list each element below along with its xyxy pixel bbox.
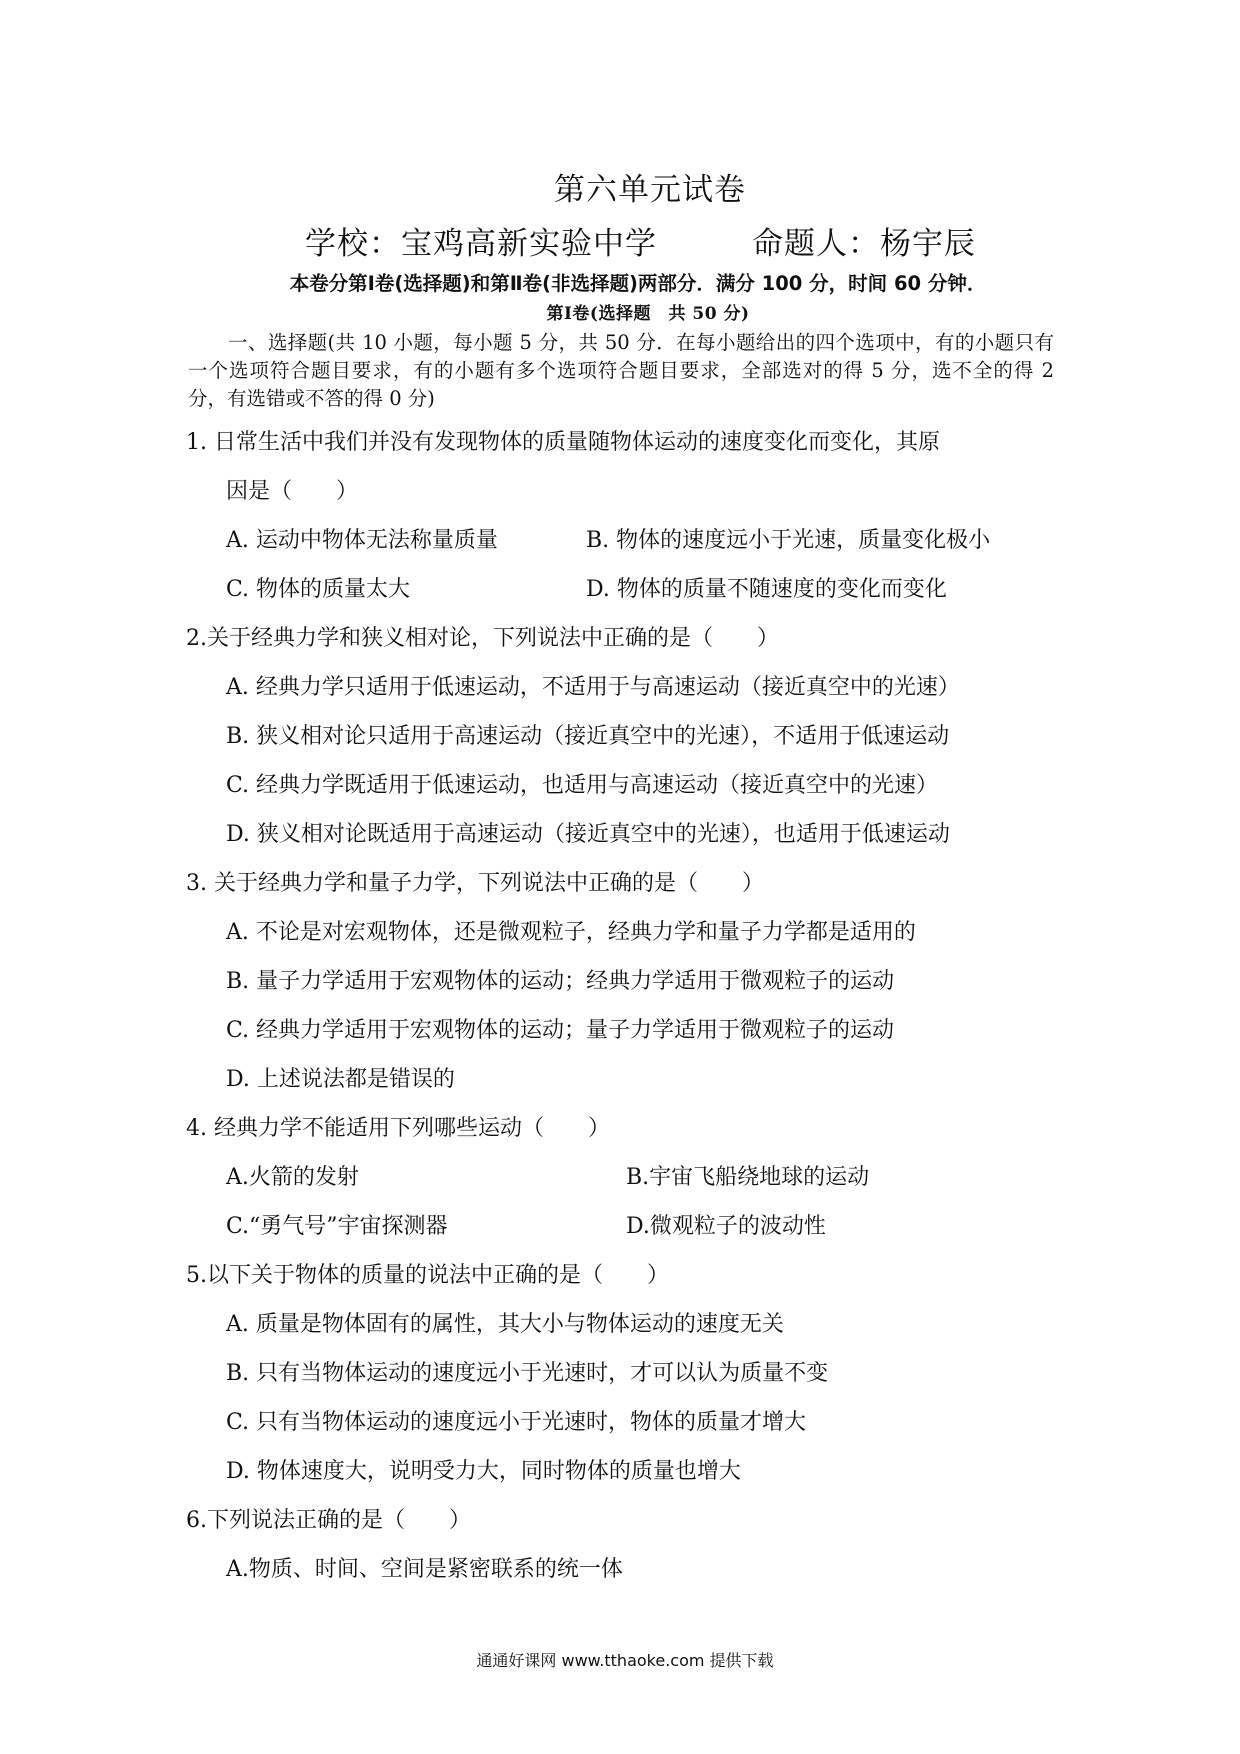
option-a: A.物质、时间、空间是紧密联系的统一体 xyxy=(226,1557,623,1582)
question-4 xyxy=(186,1104,1066,1251)
option-row xyxy=(186,1202,1066,1251)
option-d: D. 物体的质量不随速度的变化而变化 xyxy=(586,577,947,602)
option-a: A.火箭的发射 xyxy=(226,1165,359,1190)
page-footer: 通通好课网 www.tthaoke.com 提供下载 xyxy=(476,1651,774,1670)
question-1 xyxy=(186,418,1066,614)
option-c: C. 物体的质量太大 xyxy=(226,577,411,602)
question-stem: 6.下列说法正确的是（ ） xyxy=(186,1508,471,1533)
option-b: B.宇宙飞船绕地球的运动 xyxy=(626,1165,870,1190)
option-c: C. 经典力学既适用于低速运动，也适用与高速运动（接近真空中的光速） xyxy=(226,773,939,798)
option-d: D.微观粒子的波动性 xyxy=(626,1214,826,1239)
question-stem: 2.关于经典力学和狭义相对论，下列说法中正确的是（ ） xyxy=(186,626,779,651)
question-6 xyxy=(186,1496,1066,1594)
option-b: B. 物体的速度远小于光速，质量变化极小 xyxy=(586,528,991,553)
option-b: B. 量子力学适用于宏观物体的运动；经典力学适用于微观粒子的运动 xyxy=(226,969,895,994)
option-row xyxy=(186,565,1066,614)
header-info xyxy=(305,218,976,263)
question-3 xyxy=(186,859,1066,1104)
option-a: A. 运动中物体无法称量质量 xyxy=(226,528,498,553)
option-d: D. 狭义相对论既适用于高速运动（接近真空中的光速），也适用于低速运动 xyxy=(226,822,950,847)
option-b: B. 只有当物体运动的速度远小于光速时，才可以认为质量不变 xyxy=(226,1361,829,1386)
option-a: A. 经典力学只适用于低速运动，不适用于与高速运动（接近真空中的光速） xyxy=(226,675,960,700)
option-d: D. 上述说法都是错误的 xyxy=(226,1067,455,1092)
question-2 xyxy=(186,614,1066,859)
option-a: A. 质量是物体固有的属性，其大小与物体运动的速度无关 xyxy=(226,1312,784,1337)
question-list xyxy=(186,418,1066,1594)
option-c: C. 只有当物体运动的速度远小于光速时，物体的质量才增大 xyxy=(226,1410,807,1435)
school-name: 学校：宝鸡高新实验中学 xyxy=(305,226,657,262)
option-c: C. 经典力学适用于宏观物体的运动；量子力学适用于微观粒子的运动 xyxy=(226,1018,895,1043)
question-stem: 4. 经典力学不能适用下列哪些运动（ ） xyxy=(186,1116,610,1141)
question-stem: 1. 日常生活中我们并没有发现物体的质量随物体运动的速度变化而变化，其原 xyxy=(186,430,940,455)
exam-title: 第六单元试卷 xyxy=(554,172,746,208)
author-name: 命题人：杨宇辰 xyxy=(752,226,976,262)
exam-note: 本卷分第Ⅰ卷(选择题)和第Ⅱ卷(非选择题)两部分．满分 100 分，时间 60 分钟． xyxy=(289,272,987,295)
option-row xyxy=(186,516,1066,565)
question-stem: 5.以下关于物体的质量的说法中正确的是（ ） xyxy=(186,1263,669,1288)
option-c: C.“勇气号”宇宙探测器 xyxy=(226,1214,448,1239)
question-5 xyxy=(186,1251,1066,1496)
part1-heading: 第Ⅰ卷(选择题 共 50 分) xyxy=(546,304,750,324)
question-stem: 3. 关于经典力学和量子力学，下列说法中正确的是（ ） xyxy=(186,871,764,896)
option-d: D. 物体速度大，说明受力大，同时物体的质量也增大 xyxy=(226,1459,741,1484)
section-instructions: 一、选择题(共 10 小题，每小题 5 分，共 50 分．在每小题给出的四个选项中，有的小题只有一个选项符合题目要求，有的小题有多个选项符合题目要求，全部选对的得 5 分，选不全的得 2 分，有选错或不答的得 0 分) xyxy=(188,331,1054,410)
option-b: B. 狭义相对论只适用于高速运动（接近真空中的光速），不适用于低速运动 xyxy=(226,724,950,749)
question-stem-continued: 因是（ ） xyxy=(226,479,359,504)
option-a: A. 不论是对宏观物体，还是微观粒子，经典力学和量子力学都是适用的 xyxy=(226,920,916,945)
option-row xyxy=(186,1153,1066,1202)
